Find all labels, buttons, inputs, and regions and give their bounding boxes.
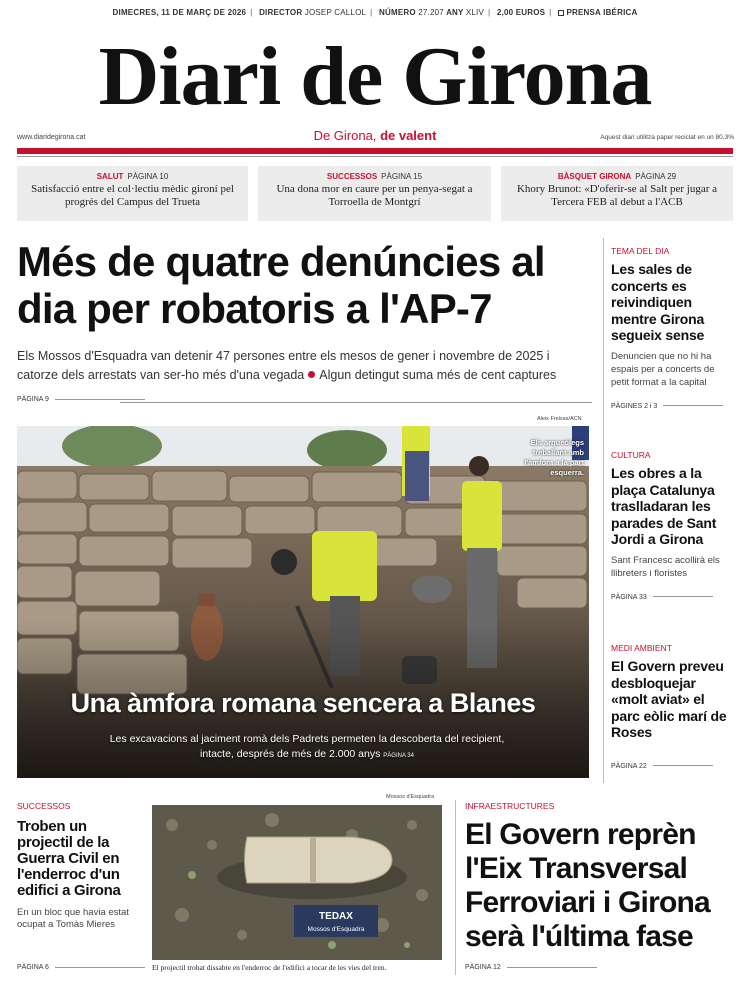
teaser-section: SUCCESSOS PÀGINA 15 bbox=[326, 172, 423, 181]
masthead-red-rule bbox=[17, 148, 733, 154]
tedax-sign-text: TEDAX bbox=[319, 911, 353, 922]
lead-subhead bbox=[17, 347, 592, 385]
director-label: DIRECTOR bbox=[259, 8, 303, 17]
year-label: ANY bbox=[446, 8, 464, 17]
masthead-grey-rule bbox=[17, 156, 733, 157]
photo-title[interactable]: Una àmfora romana sencera a Blanes bbox=[70, 688, 536, 718]
tagline-prefix: De Girona, bbox=[313, 128, 377, 143]
photo-page: PÀGINA 34 bbox=[383, 753, 414, 759]
sidebar-section: CULTURA bbox=[611, 450, 651, 460]
teaser-basquet[interactable] bbox=[501, 166, 733, 221]
director-name: JOSEP CALLOL bbox=[304, 8, 367, 17]
sidebar-page: PÀGINA 33 bbox=[611, 594, 733, 601]
projectile-photo[interactable] bbox=[152, 805, 442, 960]
bottom-photo-credit: Mossos d'Esquadra bbox=[386, 794, 435, 800]
sidebar-title[interactable]: El Govern preveu desbloquejar «molt aviat» el parc eòlic marí de Roses bbox=[611, 658, 727, 740]
teaser-page: PÀGINA 10 bbox=[127, 172, 169, 181]
teaser-text: Una dona mor en caure per un penya-segat a Torroella de Montgrí bbox=[276, 183, 473, 208]
projectile-caption: El projectil trobat dissabte en l'enderroc de l'edifici a tocar de les vies del tren. bbox=[152, 963, 387, 972]
sidebar-page: PÀGINES 2 i 3 bbox=[611, 403, 733, 410]
lead-rule bbox=[120, 402, 592, 403]
teaser-text: Satisfacció entre el col·lectiu mèdic gironí pel progrés del Campus del Trueta bbox=[31, 183, 234, 208]
bottom-left-story[interactable] bbox=[17, 801, 142, 931]
photo-credit: Aleix Freixas/ACN bbox=[537, 416, 582, 422]
sidebar-title[interactable]: Les sales de concerts es reivindiquen mentre Girona segueix sense bbox=[611, 261, 705, 343]
issue-price: 2,00 EUROS bbox=[496, 8, 546, 17]
website-link[interactable]: www.diaridegirona.cat bbox=[17, 134, 86, 141]
sidebar-title[interactable]: Les obres a la plaça Catalunya traslladaran les parades de Sant Jordi a Girona bbox=[611, 465, 717, 547]
teaser-section: SALUT PÀGINA 10 bbox=[96, 172, 169, 181]
sidebar-story-tema[interactable] bbox=[611, 246, 733, 410]
main-photo[interactable] bbox=[17, 426, 589, 778]
bottom-left-page: PÀGINA 6 bbox=[17, 964, 145, 971]
photo-caption-text: Les excavacions al jaciment romà dels Padrets permeten la descoberta del recipient, intacte, després de més de 2.000 anys bbox=[109, 733, 505, 760]
infra-section: INFRAESTRUCTURES bbox=[465, 801, 555, 811]
teaser-page: PÀGINA 29 bbox=[635, 172, 677, 181]
publisher-group: PRENSA IBÉRICA bbox=[566, 8, 638, 17]
teaser-successos[interactable] bbox=[258, 166, 491, 221]
bottom-divider bbox=[455, 800, 456, 975]
lead-page: PÀGINA 9 bbox=[17, 396, 145, 403]
projectile-image bbox=[152, 805, 442, 960]
sidebar-divider bbox=[603, 238, 604, 783]
bullet-dot-icon bbox=[308, 371, 315, 378]
infra-headline[interactable]: El Govern reprèn l'Eix Transversal Ferroviari i Girona serà l'última fase bbox=[465, 818, 710, 953]
masthead-title[interactable]: Diari de Girona bbox=[98, 30, 652, 123]
photo-caption bbox=[107, 732, 507, 764]
sidebar-page: PÀGINA 22 bbox=[611, 763, 733, 770]
sidebar-section: MEDI AMBIENT bbox=[611, 643, 672, 653]
lead-subhead-b: Algun detingut suma més de cent captures bbox=[319, 368, 557, 382]
prensa-iberica-logo-icon bbox=[558, 10, 564, 16]
tagline-bold: de valent bbox=[380, 128, 437, 143]
sidebar-text: Denuncien que no hi ha espais per a concerts de petit format a la capital bbox=[611, 350, 715, 388]
photo-annotation: Els arqueòlegs treballant amb l'àmfora a la part esquerra. bbox=[524, 438, 584, 477]
issue-date: DIMECRES, 11 DE MARÇ DE 2026 bbox=[112, 8, 247, 17]
sidebar-story-cultura[interactable] bbox=[611, 450, 733, 601]
lead-subhead-a: Els Mossos d'Esquadra van detenir 47 persones entre els mesos de gener i novembre de 2025 i catorze dels arrestats van ser-ho més d'una vegada bbox=[17, 349, 550, 382]
bottom-left-text: En un bloc que havia estat ocupat a Tomàs Mieres bbox=[17, 907, 129, 930]
sidebar-story-medi[interactable] bbox=[611, 643, 733, 770]
infra-page: PÀGINA 12 bbox=[465, 964, 597, 971]
issue-number: 27.207 bbox=[418, 8, 444, 17]
lead-headline[interactable]: Més de quatre denúncies al dia per robatoris a l'AP-7 bbox=[17, 238, 545, 332]
tedax-sign-subtext: Mossos d'Esquadra bbox=[307, 926, 365, 933]
recycled-paper-note: Aquest diari utilitza paper reciclat en un 80,3% bbox=[600, 134, 734, 141]
teaser-section: BÀSQUET GIRONA PÀGINA 29 bbox=[557, 172, 677, 181]
bottom-left-title[interactable]: Troben un projectil de la Guerra Civil en l'enderroc d'un edifici a Girona bbox=[17, 818, 121, 899]
teaser-page: PÀGINA 15 bbox=[381, 172, 423, 181]
sidebar-section: TEMA DEL DIA bbox=[611, 246, 670, 256]
bottom-left-section: SUCCESSOS bbox=[17, 801, 71, 811]
top-info-bar: DIMECRES, 11 DE MARÇ DE 2026 | DIRECTOR JOSEP CALLOL | NÚMERO 27.207 ANY XLIV | 2,00 EUROS | PRENSA IBÉRICA bbox=[112, 8, 638, 17]
sidebar-text: Sant Francesc acollirà els llibreters i floristes bbox=[611, 554, 720, 579]
excavation-image bbox=[17, 426, 589, 778]
issue-year: XLIV bbox=[465, 8, 485, 17]
teaser-text: Khory Brunot: «D'oferir-se al Salt per jugar a Tercera FEB al debut a l'ACB bbox=[516, 183, 717, 208]
teaser-salut[interactable] bbox=[17, 166, 248, 221]
number-label: NÚMERO bbox=[379, 8, 416, 17]
